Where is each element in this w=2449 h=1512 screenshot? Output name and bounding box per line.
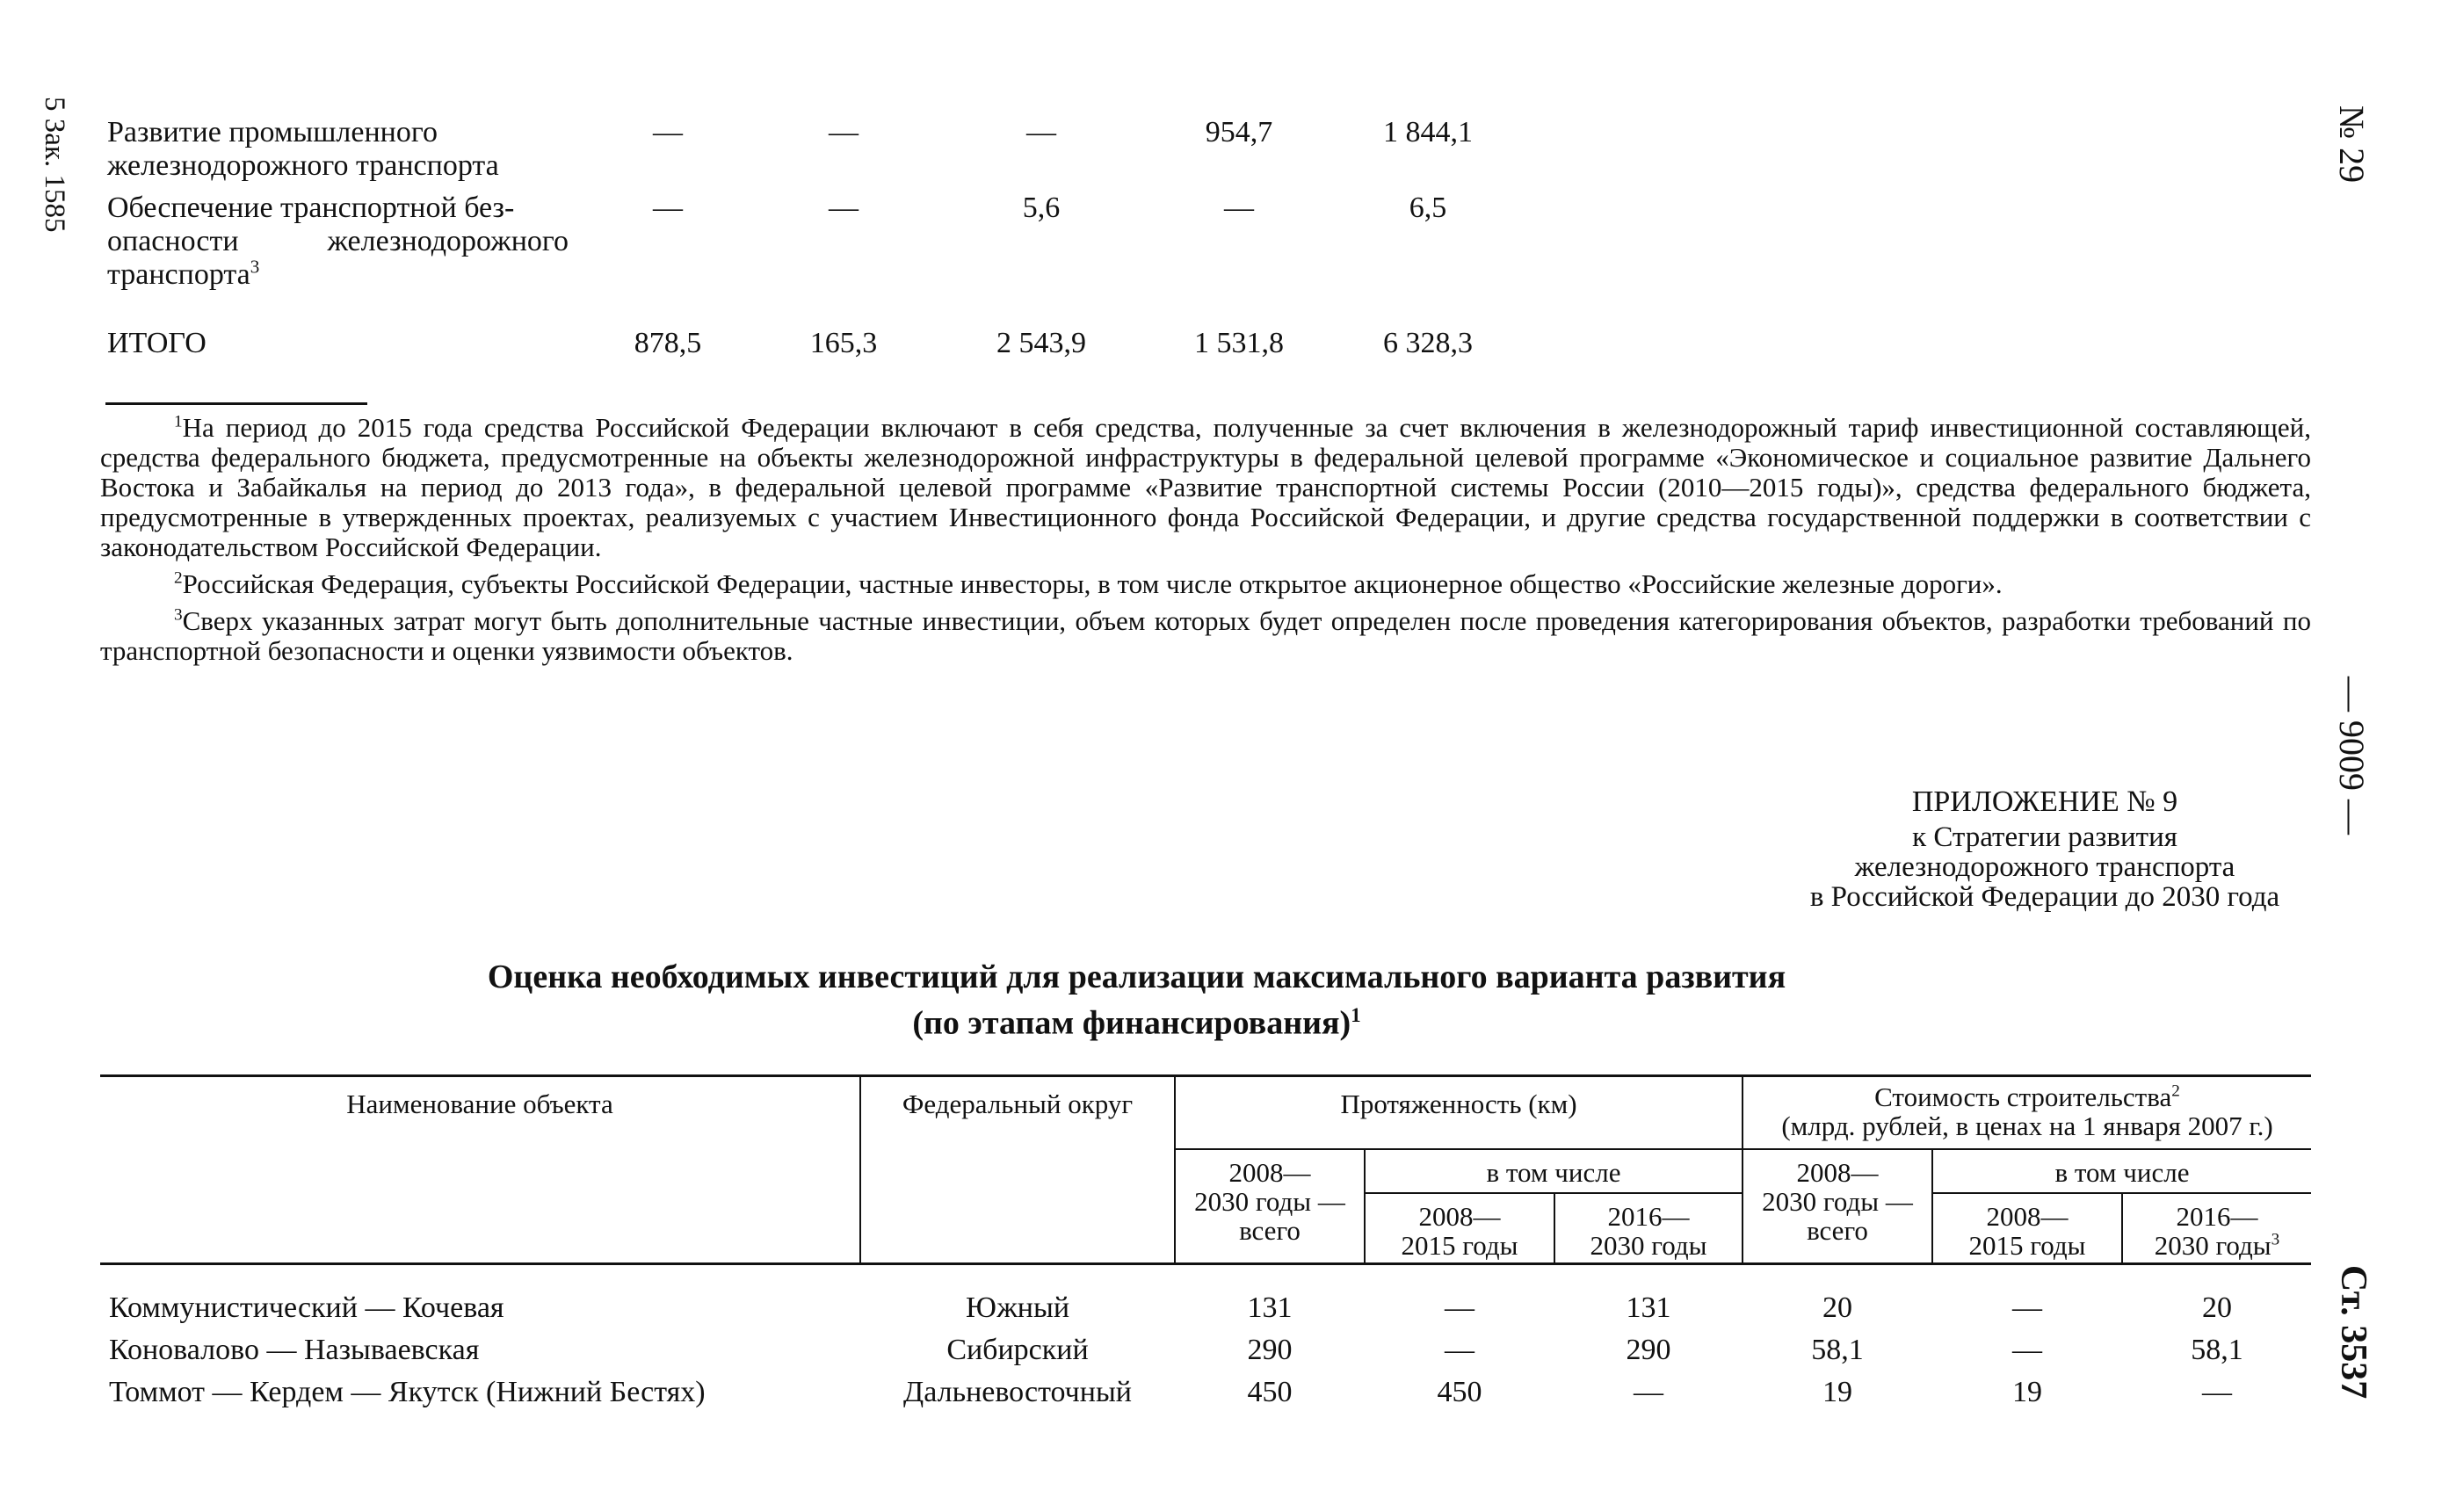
footnote-mark: 3 bbox=[2271, 1230, 2280, 1249]
top-cell: 6,5 bbox=[1409, 192, 1447, 224]
header-cost-total bbox=[1743, 1158, 1931, 1245]
header-line: 2008— bbox=[1228, 1157, 1311, 1188]
district-cell: Дальневосточный bbox=[903, 1376, 1132, 1408]
header-line: всего bbox=[1239, 1215, 1301, 1246]
top-total-cell: 878,5 bbox=[634, 327, 702, 359]
length-p1-cell: — bbox=[1445, 1291, 1474, 1324]
footnote-mark: 1 bbox=[1351, 1004, 1361, 1026]
cost-total-cell: 58,1 bbox=[1811, 1334, 1864, 1366]
length-total-cell: 131 bbox=[1247, 1291, 1293, 1324]
appendix-line: к Стратегии развития bbox=[1912, 821, 2177, 853]
header-line: 2016— bbox=[2176, 1201, 2258, 1232]
header-rule bbox=[1365, 1192, 1743, 1194]
appendix-line: железнодорожного транспорта bbox=[1854, 851, 2235, 883]
cost-p2-cell: 58,1 bbox=[2191, 1334, 2243, 1366]
header-cost-line: Стоимость строительства$^2$ bbox=[1874, 1082, 2180, 1112]
top-cell: — bbox=[653, 192, 683, 224]
header-length-including: в том числе bbox=[1486, 1157, 1621, 1188]
label-line bbox=[107, 225, 569, 258]
header-line: 2008— bbox=[1796, 1157, 1879, 1188]
top-cell: 1 844,1 bbox=[1383, 116, 1473, 148]
district-cell: Сибирский bbox=[946, 1334, 1089, 1366]
footnote-2 bbox=[100, 569, 2311, 599]
total-label: ИТОГО bbox=[107, 327, 206, 359]
footnote-text: Сверх указанных затрат могут быть дополнительные частные инвестиции, объем которых будет определен после проведения категорирования объектов, разработки требований по транспортной безопасности и оценки уязвимости объектов. bbox=[100, 605, 2311, 666]
header-line: 2015 годы bbox=[1968, 1230, 2086, 1261]
footnote-mark: 2 bbox=[2171, 1082, 2180, 1101]
top-cell: — bbox=[1026, 116, 1056, 148]
length-p1-cell: 450 bbox=[1437, 1376, 1482, 1408]
title-line: (по этапам финансирования)$^1$ bbox=[912, 1004, 1361, 1042]
header-cost-p2 bbox=[2123, 1202, 2311, 1260]
header-length-p2 bbox=[1555, 1202, 1742, 1260]
top-cell: 5,6 bbox=[1022, 192, 1061, 224]
top-cell: — bbox=[653, 116, 683, 148]
header-line: 2030 годы — bbox=[1762, 1186, 1913, 1217]
header-rule bbox=[1932, 1192, 2311, 1194]
footnote-separator bbox=[105, 402, 367, 405]
length-total-cell: 290 bbox=[1247, 1334, 1293, 1366]
cost-total-cell: 20 bbox=[1822, 1291, 1852, 1324]
cost-total-cell: 19 bbox=[1822, 1376, 1852, 1408]
label-word: железнодорожного bbox=[327, 225, 569, 257]
length-p2-cell: 290 bbox=[1626, 1334, 1671, 1366]
footnote-mark: 2 bbox=[174, 568, 183, 588]
district-cell: Южный bbox=[965, 1291, 1070, 1324]
appendix-block bbox=[1781, 787, 2308, 912]
top-row-label bbox=[107, 116, 564, 183]
article-number: Ст. 3537 bbox=[2333, 1265, 2373, 1400]
top-cell: — bbox=[1224, 192, 1254, 224]
header-length: Протяженность (км) bbox=[1340, 1089, 1577, 1119]
left-margin-order-number: 5 Зак. 1585 bbox=[39, 97, 70, 233]
document-title bbox=[0, 958, 2361, 1043]
footnote-text: Российская Федерация, субъекты Российской Федерации, частные инвесторы, в том числе открытое акционерное общество «Российские железные дороги». bbox=[182, 568, 2003, 599]
title-line: Оценка необходимых инвестиций для реализации максимального варианта развития bbox=[487, 959, 1786, 995]
header-line: всего bbox=[1807, 1215, 1868, 1246]
cost-p2-cell: — bbox=[2202, 1376, 2232, 1408]
length-total-cell: 450 bbox=[1247, 1376, 1293, 1408]
label-line: транспорта$^3$ bbox=[107, 256, 260, 291]
header-length-p1 bbox=[1366, 1202, 1554, 1260]
cost-p1-cell: — bbox=[2012, 1334, 2042, 1366]
object-name: Коновалово — Называевская bbox=[109, 1334, 480, 1366]
footnote-mark: 3 bbox=[250, 256, 260, 278]
header-length-total bbox=[1176, 1158, 1364, 1245]
header-line: 2008— bbox=[1418, 1201, 1501, 1232]
cost-p1-cell: — bbox=[2012, 1291, 2042, 1324]
header-line: 2015 годы bbox=[1401, 1230, 1518, 1261]
header-line: 2030 годы — bbox=[1194, 1186, 1345, 1217]
header-cost bbox=[1743, 1082, 2311, 1140]
header-cost-line: (млрд. рублей, в ценах на 1 января 2007 г.) bbox=[1781, 1110, 2273, 1141]
top-cell: — bbox=[829, 192, 859, 224]
length-p1-cell: — bbox=[1445, 1334, 1474, 1366]
top-total-cell: 165,3 bbox=[809, 327, 878, 359]
header-name: Наименование объекта bbox=[346, 1089, 613, 1119]
header-cost-including: в том числе bbox=[2054, 1157, 2190, 1188]
top-cell: 954,7 bbox=[1205, 116, 1273, 148]
table-top-rule bbox=[100, 1074, 2311, 1077]
header-line: 2016— bbox=[1607, 1201, 1690, 1232]
cost-p2-cell: 20 bbox=[2202, 1291, 2232, 1324]
header-line: 2030 годы$^3$ bbox=[2154, 1230, 2280, 1261]
table-header-bottom-rule bbox=[100, 1262, 2311, 1265]
top-total-cell: 2 543,9 bbox=[996, 327, 1086, 359]
label-line: Обеспечение транспортной без- bbox=[107, 192, 515, 224]
header-line: 2030 годы bbox=[1590, 1230, 1707, 1261]
footnote-text: На период до 2015 года средства Российской Федерации включают в себя средства, полученные за счет включения в железнодорожный тариф инвестиционной составляющей, средства федерального бюджета, предусмотренные на объекты железнодорожной инфраструктуры в федеральной целевой программе «Экономическое и социальное развитие Дальнего Востока и Забайкалья на период до 2013 года», в федеральной целевой программе «Развитие транспортной системы России (2010—2015 годы)», средства федерального бюджета, предусмотренные в утвержденных проектах, реализуемых с участием Инвестиционного фонда Российской Федерации, и другие средства государственной поддержки в соответствии с законодательством Российской Федерации. bbox=[100, 412, 2311, 562]
footnote-mark: 1 bbox=[174, 412, 183, 431]
footnote-3 bbox=[100, 606, 2311, 666]
label-line: железнодорожного транспорта bbox=[107, 149, 499, 182]
label-word: опасности bbox=[107, 225, 239, 257]
length-p2-cell: 131 bbox=[1626, 1291, 1671, 1324]
object-name: Томмот — Кердем — Якутск (Нижний Бестях) bbox=[109, 1376, 706, 1408]
top-total-cell: 6 328,3 bbox=[1383, 327, 1473, 359]
header-district: Федеральный округ bbox=[902, 1089, 1134, 1119]
page-number: — 9009 — bbox=[2332, 676, 2372, 835]
issue-number: № 29 bbox=[2332, 105, 2372, 184]
footnote-1 bbox=[100, 413, 2311, 562]
length-p2-cell: — bbox=[1634, 1376, 1663, 1408]
footnote-mark: 3 bbox=[174, 605, 183, 625]
label-line: Развитие промышленного bbox=[107, 116, 438, 148]
header-cost-p1 bbox=[1933, 1202, 2121, 1260]
cost-p1-cell: 19 bbox=[2012, 1376, 2042, 1408]
top-row-label bbox=[107, 192, 569, 292]
appendix-line: в Российской Федерации до 2030 года bbox=[1809, 881, 2280, 913]
header-rule bbox=[1175, 1148, 2311, 1150]
top-cell: — bbox=[829, 116, 859, 148]
object-name: Коммунистический — Кочевая bbox=[109, 1291, 504, 1324]
header-line: 2008— bbox=[1986, 1201, 2069, 1232]
top-total-cell: 1 531,8 bbox=[1194, 327, 1284, 359]
appendix-heading: ПРИЛОЖЕНИЕ № 9 bbox=[1911, 785, 2178, 818]
